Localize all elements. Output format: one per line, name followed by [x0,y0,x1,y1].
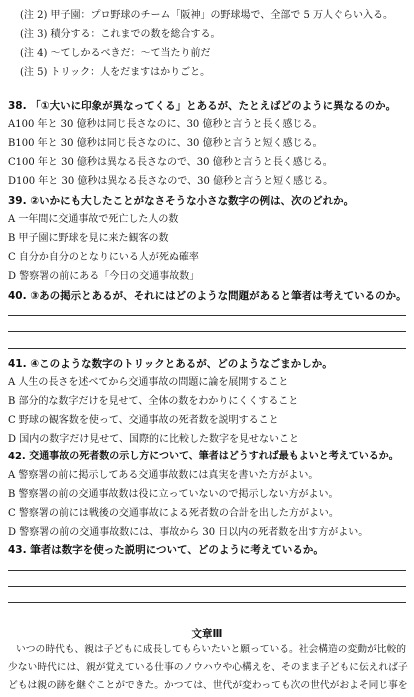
q38-option-b[interactable]: B100 年と 30 億秒は同じ長さなのに、30 億秒と言うと短く感じる。 [8,138,323,149]
passage-line-3: どもは親の跡を継ぐことができた。かつては、世代が変わっても次の世代がおよそ同じ事を [8,680,408,691]
q43-answer-line-1[interactable] [8,570,406,571]
question-38: 38. 「①大いに印象が異なってくる」とあるが、たとえばどのように異なるのか。 [8,100,397,112]
note-4: (注 4) ～てしかるべきだ：～て当たり前だ [20,48,211,59]
q41-option-d[interactable]: D 国内の数字だけ見せて、国際的に比較した数字を見せないこと [8,434,299,445]
q39-option-a[interactable]: A 一年間に交通事故で死亡した人の数 [8,214,179,225]
passage-line-2: 少ない時代には、親が覚えている仕事のノウハウや心構えを、そのまま子どもに伝えれば子 [8,662,408,673]
question-41: 41. ④このような数字のトリックとあるが、どのようなごまかしか。 [8,358,333,370]
q42-option-d[interactable]: D 警察署の前の交通事故数には、事故から 30 日以内の死者数を出す方がよい。 [8,527,369,538]
q39-option-c[interactable]: C 自分か自分のとなりにいる人が死ぬ確率 [8,252,199,263]
q43-answer-line-3[interactable] [8,602,406,603]
q38-option-a[interactable]: A100 年と 30 億秒は同じ長さなのに、30 億秒と言うと長く感じる。 [8,119,323,130]
q43-answer-line-2[interactable] [8,586,406,587]
passage-title: 文章Ⅲ [191,628,223,640]
question-39: 39. ②いかにも大したことがなさそうな小さな数字の例は、次のどれか。 [8,195,355,207]
passage-line-1: いつの時代も、親は子どもに成長してもらいたいと願っている。社会構造の変動が比較的 [16,644,406,655]
q41-option-a[interactable]: A 人生の長さを述べてから交通事故の問題に論を展開すること [8,377,289,388]
q39-option-d[interactable]: D 警察署の前にある「今日の交通事故数」 [8,271,200,282]
note-2: (注 2) 甲子園：プロ野球のチーム「阪神」の野球場で、全部で 5 万人ぐらい入る。 [20,10,394,21]
q42-option-a[interactable]: A 警察署の前に掲示してある交通事故数には真実を書いた方がよい。 [8,470,319,481]
question-40: 40. ③あの掲示とあるが、それにはどのような問題があると筆者は考えているのか。 [8,290,407,302]
note-5: (注 5) トリック：人をだますはかりごと。 [20,67,211,78]
q40-answer-line-1[interactable] [8,315,406,316]
note-3: (注 3) 積分する：これまでの数を総合する。 [20,29,221,40]
q42-option-b[interactable]: B 警察署の前の交通事故数は役に立っていないので掲示しない方がよい。 [8,489,339,500]
question-42: 42. 交通事故の死者数の示し方について、筆者はどうすれば最もよいと考えているか。 [8,451,399,462]
q38-option-c[interactable]: C100 年と 30 億秒は異なる長さなので、30 億秒と言うと長く感じる。 [8,157,333,168]
q41-option-c[interactable]: C 野球の観客数を使って、交通事故の死者数を説明すること [8,415,279,426]
q41-option-b[interactable]: B 部分的な数字だけを見せて、全体の数をわかりにくくすること [8,396,299,407]
q40-answer-line-3[interactable] [8,348,406,349]
q39-option-b[interactable]: B 甲子園に野球を見に来た観客の数 [8,233,169,244]
question-43: 43. 筆者は数字を使った説明について、どのように考えているか。 [8,544,324,556]
q40-answer-line-2[interactable] [8,331,406,332]
q42-option-c[interactable]: C 警察署の前には戦後の交通事故による死者数の合計を出した方がよい。 [8,508,339,519]
q38-option-d[interactable]: D100 年と 30 億秒は異なる長さなので、30 億秒と言うと短く感じる。 [8,176,334,187]
